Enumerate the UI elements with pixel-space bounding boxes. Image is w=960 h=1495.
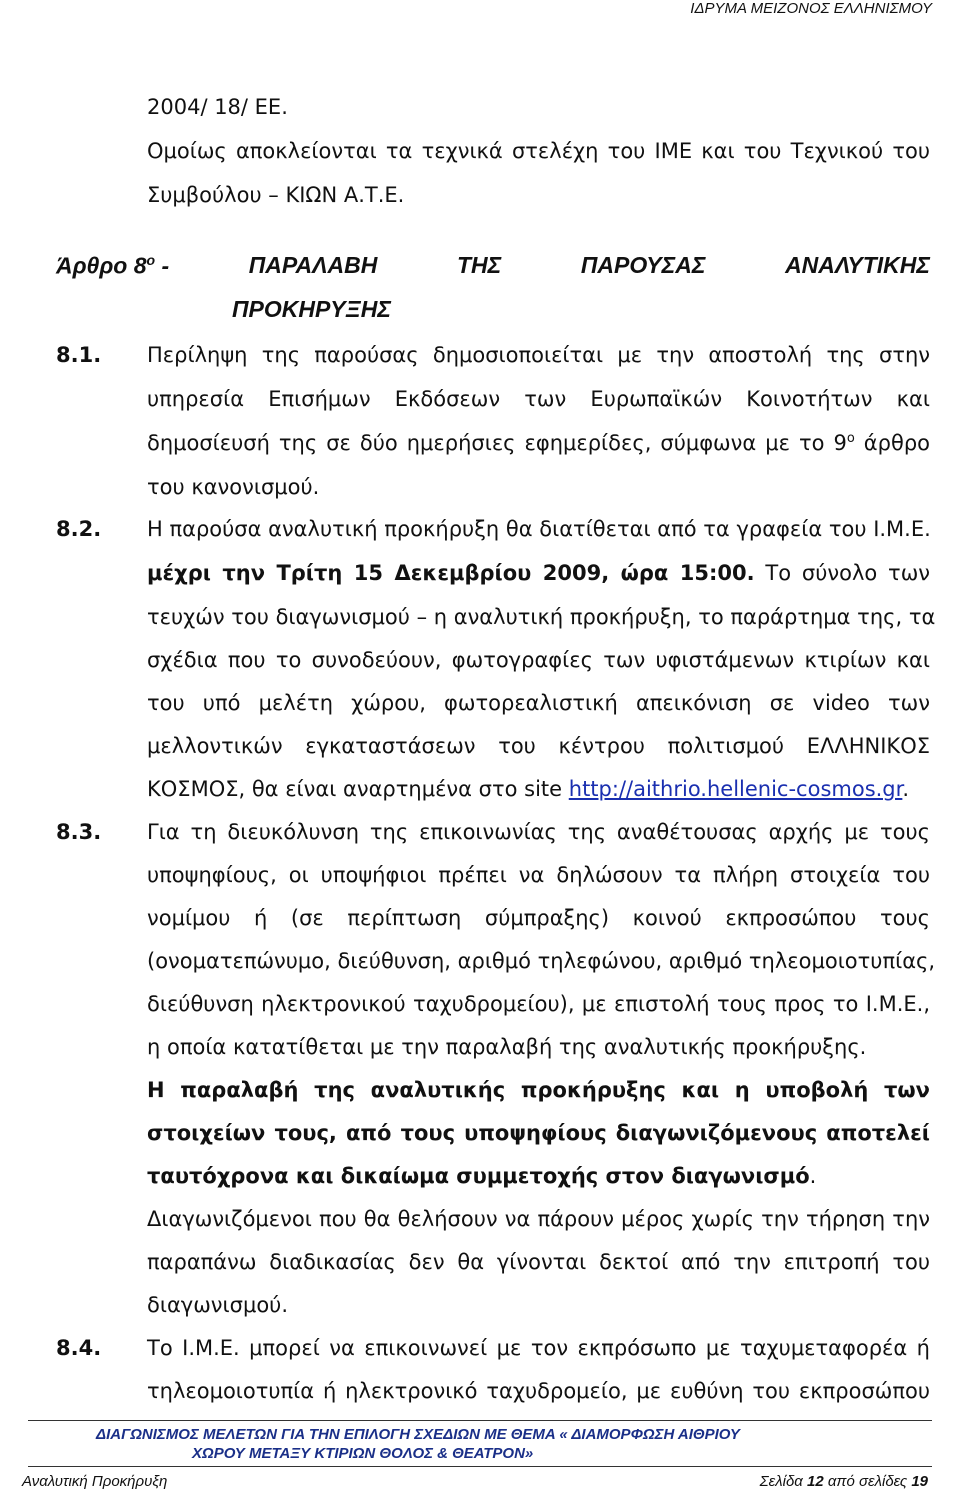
footer-rule: [28, 1420, 932, 1421]
paragraph-line: τευχών του διαγωνισμού – η αναλυτική προκήρυξη, το παράρτημα της, τα: [147, 605, 936, 629]
intro-line-2: Ομοίως αποκλείονται τα τεχνικά στελέχη του ΙΜΕ και του Τεχνικού του: [147, 139, 930, 163]
section-number: 8.3.: [56, 820, 102, 844]
article-title-word: ΤΗΣ: [456, 252, 502, 278]
paragraph-line: μέχρι την Τρίτη 15 Δεκεμβρίου 2009, ώρα 15:00. Το σύνολο των: [147, 561, 931, 585]
paragraph-line: Η παρούσα αναλυτική προκήρυξη θα διατίθεται από τα γραφεία του Ι.Μ.Ε.: [147, 517, 931, 541]
paragraph-line: (ονοματεπώνυμο, διεύθυνση, αριθμό τηλεφώνου, αριθμό τηλεομοιοτυπίας,: [147, 949, 936, 973]
intro-line-3: Συμβούλου – ΚΙΩΝ Α.Τ.Ε.: [147, 183, 405, 207]
paragraph-line: δημοσίευσή της σε δύο ημερήσιες εφημερίδες, σύμφωνα με το $9^o$ άρθρο: [147, 431, 931, 455]
paragraph-line: παραπάνω διαδικασίας δεν θα γίνονται δεκτοί από την επιτροπή του: [147, 1250, 930, 1274]
site-link[interactable]: http://aithrio.hellenic-cosmos.gr: [568, 777, 903, 801]
header-organization: ΙΔΡΥΜΑ ΜΕΙΖΟΝΟΣ ΕΛΛΗΝΙΣΜΟΥ: [690, 0, 932, 17]
paragraph-line: υπηρεσία Επισήμων Εκδόσεων των Ευρωπαϊκών Κοινοτήτων και: [147, 387, 930, 411]
paragraph-line: μελλοντικών εγκαταστάσεων του κέντρου πολιτισμού ΕΛΛΗΝΙΚΟΣ: [147, 734, 930, 758]
paragraph-line: η οποία κατατίθεται με την παραλαβή της αναλυτικής προκήρυξης.: [147, 1035, 867, 1059]
paragraph-line: Για τη διευκόλυνση της επικοινωνίας της αναθέτουσας αρχής με τους: [147, 820, 930, 844]
article-title-line-2: ΠΡΟΚΗΡΥΞΗΣ: [232, 296, 391, 322]
paragraph-line: νομίμου ή (σε περίπτωση σύμπραξης) κοινού εκπροσώπου τους: [147, 906, 930, 930]
bold-paragraph-line: στοιχείων τους, από τους υποψηφίους διαγωνιζόμενους αποτελεί: [147, 1121, 930, 1145]
footer-title-line-1: ΔΙΑΓΩΝΙΣΜΟΣ ΜΕΛΕΤΩΝ ΓΙΑ ΤΗΝ ΕΠΙΛΟΓΗ ΣΧΕΔΙΩΝ ΜΕ ΘΕΜΑ « ΔΙΑΜΟΡΦΩΣΗ ΑΙΘΡΙΟΥ: [96, 1426, 740, 1443]
paragraph-line: Περίληψη της παρούσας δημοσιοποιείται με την αποστολή της στην: [147, 343, 930, 367]
section-number: 8.4.: [56, 1336, 102, 1360]
footer-rule: [28, 1466, 932, 1467]
paragraph-line: διεύθυνση ηλεκτρονικού ταχυδρομείου), με επιστολή τους προς το Ι.Μ.Ε.,: [147, 992, 930, 1016]
paragraph-line: τηλεομοιοτυπία ή ηλεκτρονικό ταχυδρομείο, με ευθύνη του εκπροσώπου: [147, 1379, 930, 1403]
bold-paragraph-line: ταυτόχρονα και δικαίωμα συμμετοχής στον διαγωνισμό.: [147, 1164, 817, 1188]
paragraph-line: του κανονισμού.: [147, 475, 320, 499]
section-number: 8.1.: [56, 343, 102, 367]
paragraph-line: Διαγωνιζόμενοι που θα θελήσουν να πάρουν μέρος χωρίς την τήρηση την: [147, 1207, 930, 1231]
paragraph-line: διαγωνισμού.: [147, 1293, 288, 1317]
paragraph-line: του υπό μελέτη χώρου, φωτορεαλιστική απεικόνιση σε video των: [147, 691, 930, 715]
deadline-bold: μέχρι την Τρίτη 15 Δεκεμβρίου 2009, ώρα 15:00.: [147, 561, 755, 585]
footer-title-line-2: ΧΩΡΟΥ ΜΕΤΑΞΥ ΚΤΙΡΙΩΝ ΘΟΛΟΣ & ΘΕΑΤΡΟΝ»: [192, 1445, 534, 1462]
article-title-prefix: Άρθρο $8^o$ -: [56, 252, 170, 279]
section-number: 8.2.: [56, 517, 102, 541]
article-title-word: ΑΝΑΛΥΤΙΚΗΣ: [785, 252, 930, 278]
paragraph-line: σχέδια που το συνοδεύουν, φωτογραφίες των υφιστάμενων κτιρίων και: [147, 648, 930, 672]
article-title: [56, 252, 930, 280]
footer-page-number: Σελίδα 12 από σελίδες 19: [759, 1473, 928, 1490]
intro-line-1: 2004/ 18/ ΕΕ.: [147, 95, 288, 119]
paragraph-line: υποψηφίους, οι υποψήφιοι πρέπει να δηλώσουν τα πλήρη στοιχεία του: [147, 863, 930, 887]
bold-paragraph-line: Η παραλαβή της αναλυτικής προκήρυξης και η υποβολή των: [147, 1078, 930, 1102]
article-title-word: ΠΑΡΟΥΣΑΣ: [580, 252, 706, 278]
footer-document-name: Αναλυτική Προκήρυξη: [22, 1473, 168, 1490]
paragraph-line: Το Ι.Μ.Ε. μπορεί να επικοινωνεί με τον εκπρόσωπο με ταχυμεταφορέα ή: [147, 1336, 930, 1360]
article-title-word: ΠΑΡΑΛΑΒΗ: [248, 252, 378, 278]
paragraph-line: ΚΟΣΜΟΣ, θα είναι αναρτημένα στο site http://aithrio.hellenic-cosmos.gr.: [147, 777, 910, 801]
